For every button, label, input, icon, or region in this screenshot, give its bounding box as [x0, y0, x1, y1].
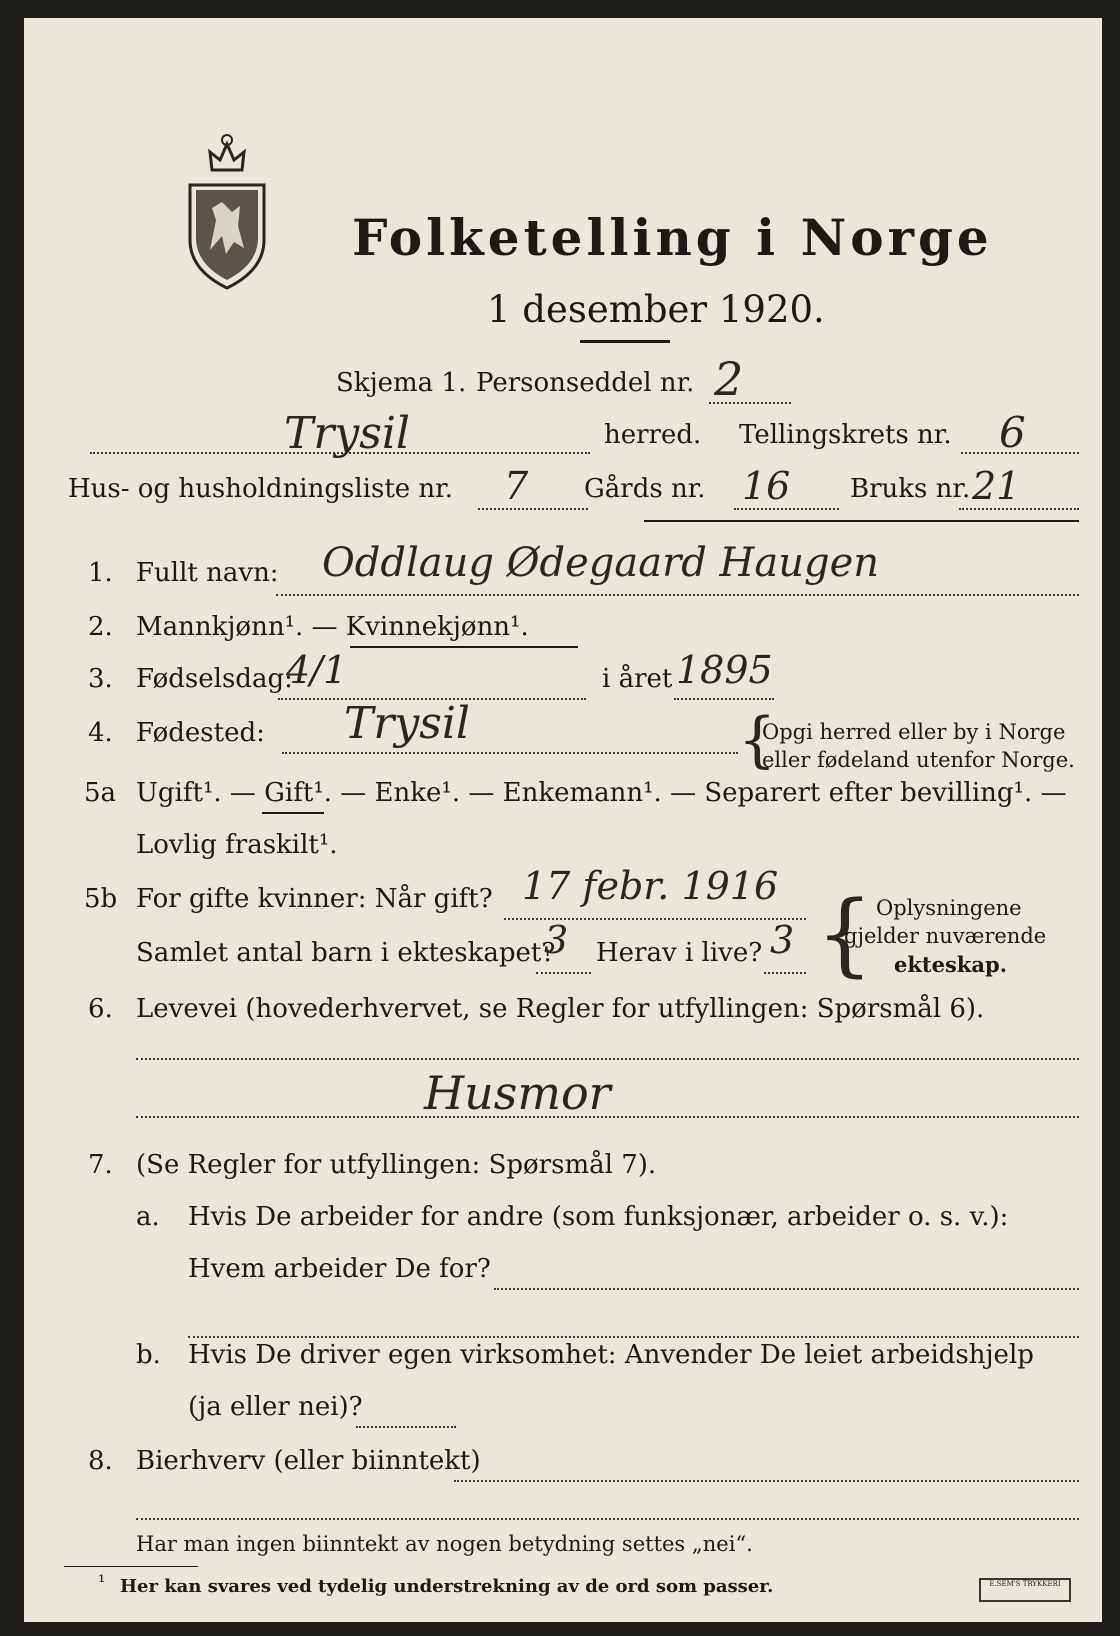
personseddel-label: Personseddel nr. [476, 368, 695, 398]
q4-number: 4. [88, 718, 113, 748]
q5b-note-line1: Oplysningene [876, 896, 1022, 920]
header-underline [644, 520, 1079, 522]
q4-note-brace: { [738, 705, 777, 775]
census-date: 1 desember 1920. [487, 288, 825, 331]
q4-note-line2: eller fødeland utenfor Norge. [762, 748, 1075, 772]
q7a-line2-dots [188, 1336, 1079, 1338]
q7b-line1: Hvis De driver egen virksomhet: Anvender De leiet arbeidshjelp [188, 1340, 1034, 1370]
q5a-line2: Lovlig fraskilt¹. [136, 830, 338, 860]
gards-value: 16 [742, 464, 791, 508]
q3-year-label: i året [602, 664, 673, 694]
footnote-mark: ¹ [98, 1572, 106, 1593]
q8-label: Bierhverv (eller biinntekt) [136, 1446, 481, 1476]
q7a-line1: Hvis De arbeider for andre (som funksjonær, arbeider o. s. v.): [188, 1202, 1009, 1232]
q6-value: Husmor [424, 1066, 611, 1120]
q4-note-line1: Opgi herred eller by i Norge [762, 720, 1066, 744]
q5b-children-value: 3 [544, 918, 569, 962]
personseddel-value: 2 [714, 352, 744, 406]
q7a-letter: a. [136, 1202, 160, 1232]
husliste-label: Hus- og husholdningsliste nr. [68, 474, 454, 504]
q8-number: 8. [88, 1446, 113, 1476]
q1-number: 1. [88, 558, 113, 588]
q1-value: Oddlaug Ødegaard Haugen [322, 540, 880, 586]
bruks-label: Bruks nr. [850, 474, 971, 504]
q7-label: (Se Regler for utfyllingen: Spørsmål 7). [136, 1150, 657, 1180]
page-title: Folketelling i Norge [352, 208, 993, 267]
q7b-line2: (ja eller nei)? [188, 1392, 363, 1422]
q6-label: Levevei (hovederhvervet, se Regler for utfyllingen: Spørsmål 6). [136, 994, 985, 1024]
q1-line [276, 594, 1079, 596]
tellingskrets-value: 6 [999, 408, 1026, 457]
q8-line2 [136, 1518, 1079, 1520]
bruks-line [959, 508, 1079, 510]
q5b-children-line [536, 972, 591, 974]
footnote-text: Her kan svares ved tydelig understrekning av de ord som passer. [120, 1576, 774, 1597]
husliste-line [478, 508, 588, 510]
footnote-divider [64, 1566, 198, 1567]
q5b-note-line2: gjelder nuværende [844, 924, 1047, 948]
q7a-line [494, 1288, 1079, 1290]
husliste-value: 7 [504, 464, 529, 508]
q5a-line1: Ugift¹. — Gift¹. — Enke¹. — Enkemann¹. — Separert efter bevilling¹. — [136, 778, 1067, 808]
gards-label: Gårds nr. [584, 474, 706, 504]
q8-line [454, 1480, 1079, 1482]
q7b-line [356, 1426, 456, 1428]
herred-label: herred. [604, 420, 702, 450]
q5b-note-line3: ekteskap. [894, 952, 1007, 977]
schema-label: Skjema 1. [336, 368, 467, 398]
q2-selection-underline [350, 646, 578, 648]
q5b-alive-line [764, 972, 806, 974]
q2-number: 2. [88, 612, 113, 642]
tellingskrets-label: Tellingskrets nr. [739, 420, 952, 450]
q6-line1 [136, 1058, 1079, 1060]
q2-label: Mannkjønn¹. — Kvinnekjønn¹. [136, 612, 529, 642]
q3-year-line [674, 698, 774, 700]
q1-label: Fullt navn: [136, 558, 279, 588]
footer-note: Har man ingen biinntekt av nogen betydning settes „nei“. [136, 1532, 753, 1556]
q7a-line2: Hvem arbeider De for? [188, 1254, 491, 1284]
q4-label: Fødested: [136, 718, 265, 748]
q3-year-value: 1895 [676, 648, 773, 692]
census-form-sheet [24, 18, 1102, 1622]
herred-value: Trysil [284, 408, 410, 459]
q5b-married-value: 17 febr. 1916 [522, 864, 779, 908]
printer-stamp: E.SEM'S TRYKKERI [979, 1578, 1071, 1602]
q3-label: Fødselsdag: [136, 664, 293, 694]
title-divider [580, 340, 670, 343]
q4-line [282, 752, 738, 754]
q5a-number: 5a [84, 778, 117, 808]
q6-number: 6. [88, 994, 113, 1024]
q3-day-value: 4/1 [286, 648, 348, 692]
q5b-alive-value: 3 [770, 918, 795, 962]
q5b-married-label: For gifte kvinner: Når gift? [136, 884, 493, 914]
q5b-number: 5b [84, 884, 118, 914]
q7-number: 7. [88, 1150, 113, 1180]
bruks-value: 21 [972, 464, 1021, 508]
norwegian-coat-of-arms-icon [182, 130, 272, 290]
q5b-note-brace: { [816, 882, 874, 987]
q5a-selection-underline [262, 812, 324, 814]
q5b-children-label: Samlet antal barn i ekteskapet? [136, 938, 556, 968]
q5b-alive-label: Herav i live? [596, 938, 763, 968]
q3-number: 3. [88, 664, 113, 694]
q4-value: Trysil [344, 698, 470, 749]
q7b-letter: b. [136, 1340, 161, 1370]
gards-line [734, 508, 839, 510]
